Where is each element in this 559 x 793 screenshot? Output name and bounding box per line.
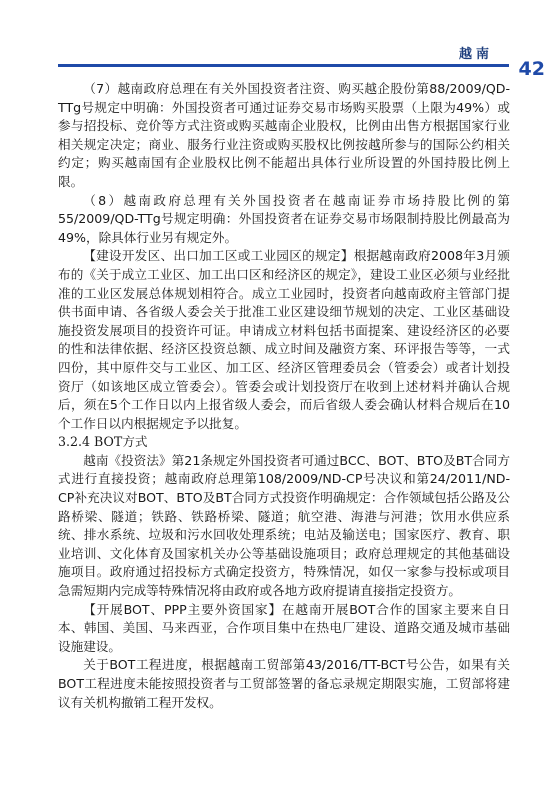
paragraph-industrial-zone-rules: 【建设开发区、出口加工区或工业园区的规定】根据越南政府2008年3月颁布的《关于成立工业区、加工出口区和经济区的规定》，建设工业区必须与业经批准的工业区发展总体规划相符合。成立工业园时，投资者向越南政府主管部门提供书面申请、各省级人委会关于批准工业区建设细节规划的决定、工业区基础设施投资发展项目的投资许可证。申请成立材料包括书面提案、建设经济区的必要的性和法律依据、经济区投资总额、成立时间及融资方案、环评报告等等，一式四份，其中原件交与工业区、加工区、经济区管理委员会（管委会）或者计划投资厅（如该地区成立管委会）。管委会或计划投资厅在收到上述材料并确认合规后，须在5个工作日以内上报省级人委会，而后省级人委会确认材料合规后在10个工作日以内根据规定予以批复。 bbox=[58, 248, 510, 431]
header-rule bbox=[58, 64, 509, 67]
running-header: 越南 bbox=[458, 47, 493, 62]
paragraph-bot-countries: 【开展BOT、PPP主要外资国家】在越南开展BOT合作的国家主要来自日本、韩国、美国、马来西亚，合作项目集中在热电厂建设、道路交通及城市基础设施建设。 bbox=[58, 601, 510, 654]
paragraph-regulation-7: （7）越南政府总理在有关外国投资者注资、购买越企股份第88/2009/QD-TTg号规定中明确：外国投资者可通过证券交易市场购买股票（上限为49%）或参与招投标、竞价等方式注资或购买越南企业股权，比例由出售方根据国家行业相关规定决定；商业、服务行业注资或购买股权比例按越所参与的国际公约相关约定；购买越南国有企业股权比例不能超出具体行业所设置的外国持股比例上限。 bbox=[58, 81, 510, 189]
paragraph-bot-progress: 关于BOT工程进度，根据越南工贸部第43/2016/TT-BCT号公告，如果有关BOT工程进度未能按照投资者与工贸部签署的备忘录规定期限实施，工贸部将建议有关机构撤销工程开发权。 bbox=[58, 657, 510, 710]
body-text bbox=[58, 80, 510, 712]
page-number: 42 bbox=[518, 58, 545, 80]
paragraph-bot-law: 越南《投资法》第21条规定外国投资者可通过BCC、BOT、BTO及BT合同方式进行直接投资；越南政府总理第108/2009/ND-CP号决议和第24/2011/ND-CP补充决议对BOT、BTO及BT合同方式投资作明确规定：合作领域包括公路及公路桥梁、隧道；铁路、铁路桥梁、隧道；航空港、海港与河港；饮用水供应系统、排水系统、垃圾和污水回收处理系统；电站及输送电；国家医疗、教育、职业培训、文化体育及国家机关办公等基础设施项目；政府总理规定的其他基础设施项目。政府通过招投标方式确定投资方，特殊情况，如仅一家参与投标或项目急需短期内完成等特殊情况将由政府或各地方政府提请直接指定投资方。 bbox=[58, 452, 510, 599]
section-heading: 3.2.4 BOT方式 bbox=[58, 434, 148, 450]
paragraph-regulation-8: （8）越南政府总理有关外国投资者在越南证券市场持股比例的第55/2009/QD-TTg号规定明确：外国投资者在证券交易市场限制持股比例最高为49%，除具体行业另有规定外。 bbox=[58, 192, 510, 245]
